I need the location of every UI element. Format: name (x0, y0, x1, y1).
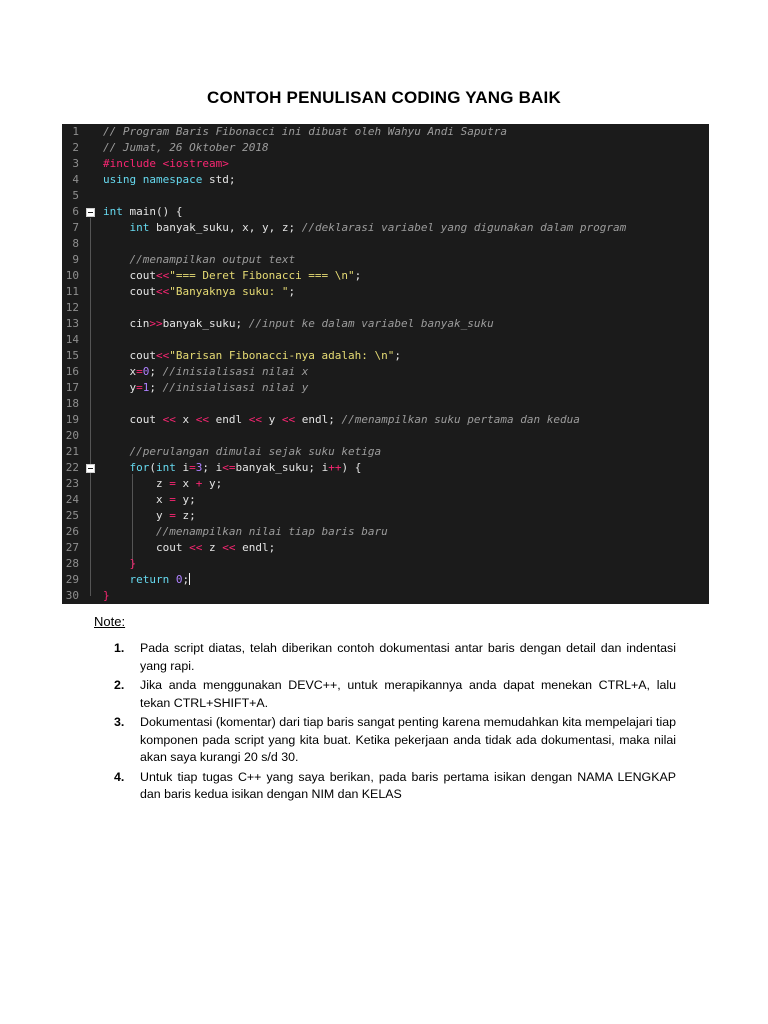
code-token: << (162, 413, 176, 426)
code-line (62, 524, 709, 540)
code-token (103, 221, 130, 234)
code-line (62, 236, 709, 252)
code-text (103, 492, 709, 508)
code-token: = (189, 461, 196, 474)
code-token: x (103, 365, 137, 378)
code-token: //perulangan dimulai sejak suku ketiga (129, 445, 382, 458)
line-number: 15 (65, 349, 79, 362)
line-number: 25 (65, 509, 79, 522)
code-line (62, 220, 709, 236)
code-token: } (103, 589, 110, 602)
code-token: y (103, 509, 170, 522)
code-line (62, 204, 709, 220)
note-item (94, 640, 676, 675)
code-text (103, 124, 709, 140)
note-number: 2. (114, 678, 125, 692)
code-line (62, 588, 709, 604)
code-token: cout (103, 541, 190, 554)
code-line (62, 492, 709, 508)
code-token: banyak_suku, x, y, z; (149, 221, 302, 234)
code-token: "=== Deret Fibonacci === \n" (169, 269, 355, 282)
code-text (103, 140, 709, 156)
note-text: Jika anda menggunakan DEVC++, untuk merapikannya anda dapat menekan CTRL+A, lalu tekan CTRL+SHIFT+A. (140, 678, 676, 710)
code-token: int (129, 221, 150, 234)
code-token (103, 253, 130, 266)
note-label: Note: (94, 614, 126, 629)
code-line (62, 124, 709, 140)
line-number: 12 (65, 301, 79, 314)
line-number: 26 (65, 525, 79, 538)
code-token: cout (103, 413, 163, 426)
code-token: banyak_suku; i (235, 461, 329, 474)
code-token: //deklarasi variabel yang digunakan dalam program (301, 221, 627, 234)
code-token: ++ (328, 461, 342, 474)
code-token: using namespace (103, 173, 203, 186)
line-number: 13 (65, 317, 79, 330)
code-line (62, 156, 709, 172)
code-text (103, 284, 709, 300)
code-line (62, 540, 709, 556)
code-token: = (169, 509, 176, 522)
code-token: = (169, 477, 176, 490)
code-token: cout (103, 285, 156, 298)
code-line (62, 140, 709, 156)
code-token: for (129, 461, 150, 474)
line-number: 18 (65, 397, 79, 410)
line-number: 11 (65, 285, 79, 298)
code-token (169, 573, 176, 586)
code-text (103, 220, 709, 236)
line-number: 19 (65, 413, 79, 426)
code-text (103, 204, 709, 220)
code-text (103, 444, 709, 460)
notes-list (94, 640, 676, 806)
code-line (62, 252, 709, 268)
code-token: cin (103, 317, 150, 330)
note-number: 4. (114, 769, 125, 784)
code-token: int (156, 461, 176, 474)
code-token: i (175, 461, 190, 474)
line-number: 1 (72, 125, 79, 138)
code-text (103, 268, 709, 284)
line-number: 30 (65, 589, 79, 602)
text-cursor (189, 573, 190, 585)
code-text (103, 316, 709, 332)
line-number: 3 (72, 157, 79, 170)
code-token: cout (103, 269, 156, 282)
code-token: z (202, 541, 223, 554)
code-token: z (103, 477, 170, 490)
line-number: 20 (65, 429, 79, 442)
code-token: // Program Baris Fibonacci ini dibuat oleh Wahyu Andi Saputra (103, 125, 507, 138)
code-token: 0 (175, 573, 183, 586)
code-line (62, 268, 709, 284)
code-token: << (222, 541, 236, 554)
code-token: 3 (195, 461, 203, 474)
code-token: banyak_suku; (162, 317, 249, 330)
code-token: //menampilkan suku pertama dan kedua (341, 413, 580, 426)
line-number: 23 (65, 477, 79, 490)
line-number: 14 (65, 333, 79, 346)
code-token: "Barisan Fibonacci-nya adalah: \n" (169, 349, 395, 362)
line-number: 10 (65, 269, 79, 282)
code-line (62, 348, 709, 364)
line-number: 4 (72, 173, 79, 186)
code-line (62, 300, 709, 316)
code-line (62, 380, 709, 396)
code-text (103, 572, 709, 588)
code-token: endl; (235, 541, 276, 554)
code-text (103, 156, 709, 172)
line-number: 9 (72, 253, 79, 266)
code-token: = (136, 365, 143, 378)
code-token: ) { (341, 461, 362, 474)
code-line (62, 284, 709, 300)
document-title: CONTOH PENULISAN CODING YANG BAIK (207, 88, 561, 107)
code-line (62, 508, 709, 524)
note-text: Pada script diatas, telah diberikan contoh dokumentasi antar baris dengan detail dan indentasi yang rapi. (140, 641, 676, 673)
code-token: << (248, 413, 262, 426)
code-token: << (281, 413, 296, 426)
code-token: << (155, 285, 170, 298)
code-token: << (189, 541, 203, 554)
line-number: 7 (72, 221, 79, 234)
code-token: x (103, 493, 170, 506)
code-line (62, 412, 709, 428)
code-token: "Banyaknya suku: " (169, 285, 289, 298)
code-text (103, 524, 709, 540)
note-number: 1. (114, 641, 125, 655)
line-number: 27 (65, 541, 79, 554)
line-number: 17 (65, 381, 79, 394)
code-token: y (261, 413, 282, 426)
code-token: #include <iostream> (103, 157, 229, 170)
code-text (103, 540, 709, 556)
code-token: << (155, 269, 170, 282)
line-number: 8 (72, 237, 79, 250)
code-token: endl (208, 413, 249, 426)
code-text (103, 412, 709, 428)
code-token: ( (149, 461, 156, 474)
code-token: //menampilkan nilai tiap baris baru (155, 525, 388, 538)
code-text (103, 348, 709, 364)
line-number: 24 (65, 493, 79, 506)
code-token: // Jumat, 26 Oktober 2018 (103, 141, 269, 154)
code-token (103, 461, 130, 474)
code-text (103, 172, 709, 188)
code-token: x (175, 477, 196, 490)
code-token: = (169, 493, 176, 506)
code-token: 0 (142, 365, 150, 378)
code-text (103, 508, 709, 524)
code-token: ; (394, 349, 402, 362)
code-token: << (195, 413, 209, 426)
code-text (103, 252, 709, 268)
code-token: z; (175, 509, 196, 522)
line-number: 22 (65, 461, 79, 474)
line-number: 21 (65, 445, 79, 458)
code-line (62, 572, 709, 588)
line-number: 5 (72, 189, 79, 202)
code-token: return (129, 573, 170, 586)
code-token: + (195, 477, 203, 490)
code-token: ; (288, 285, 296, 298)
code-token: <= (222, 461, 236, 474)
code-token: ; (149, 381, 163, 394)
note-number: 3. (114, 715, 125, 729)
note-item (94, 714, 676, 767)
code-token: 1 (142, 381, 150, 394)
note-item (94, 677, 676, 712)
line-number: 6 (72, 205, 79, 218)
code-text (103, 380, 709, 396)
code-token (103, 557, 130, 570)
line-number: 29 (65, 573, 79, 586)
fold-collapse-icon[interactable] (86, 208, 95, 217)
code-token: //input ke dalam variabel banyak_suku (248, 317, 494, 330)
note-text: Dokumentasi (komentar) dari tiap baris sangat penting karena memudahkan kita mempelajari tiap komponen pada script yang kita buat. Ketika pekerjaan anda tidak ada dokumentasi, maka nilai akan saya kurangi 20 s/d 30. (140, 715, 676, 764)
line-number: 16 (65, 365, 79, 378)
code-line (62, 172, 709, 188)
code-token: = (136, 381, 143, 394)
code-token: >> (149, 317, 163, 330)
note-item (94, 769, 676, 804)
code-text (103, 476, 709, 492)
code-token: int (103, 205, 123, 218)
code-token: ; (182, 573, 190, 586)
note-text: Untuk tiap tugas C++ yang saya berikan, pada baris pertama isikan dengan NAMA LENGKAP dan baris kedua isikan dengan NIM dan KELAS (140, 769, 676, 801)
code-token: ; (354, 269, 362, 282)
code-token: y; (202, 477, 223, 490)
code-token: //inisialisasi nilai x (162, 365, 309, 378)
code-line (62, 444, 709, 460)
code-token: //inisialisasi nilai y (162, 381, 309, 394)
code-editor-screenshot (62, 124, 709, 604)
code-token: cout (103, 349, 156, 362)
code-text (103, 460, 709, 476)
code-token (103, 573, 130, 586)
code-token: endl; (295, 413, 342, 426)
code-token: x (175, 413, 196, 426)
code-token (103, 445, 130, 458)
code-token: main() { (122, 205, 183, 218)
code-line (62, 556, 709, 572)
code-line (62, 476, 709, 492)
code-line (62, 332, 709, 348)
code-token: y; (175, 493, 196, 506)
code-token: ; (149, 365, 163, 378)
code-text (103, 588, 709, 604)
code-text (103, 556, 709, 572)
fold-collapse-icon[interactable] (86, 464, 95, 473)
code-token: << (155, 349, 170, 362)
code-token: std; (202, 173, 236, 186)
code-token (103, 525, 156, 538)
code-text (103, 364, 709, 380)
code-line (62, 316, 709, 332)
code-token: } (129, 557, 137, 570)
code-line (62, 460, 709, 476)
line-number: 28 (65, 557, 79, 570)
code-line (62, 428, 709, 444)
line-number: 2 (72, 141, 79, 154)
code-token: //menampilkan output text (129, 253, 296, 266)
code-line (62, 396, 709, 412)
code-token: ; i (202, 461, 223, 474)
code-line (62, 364, 709, 380)
code-lines (62, 124, 709, 604)
code-line (62, 188, 709, 204)
code-token: y (103, 381, 137, 394)
